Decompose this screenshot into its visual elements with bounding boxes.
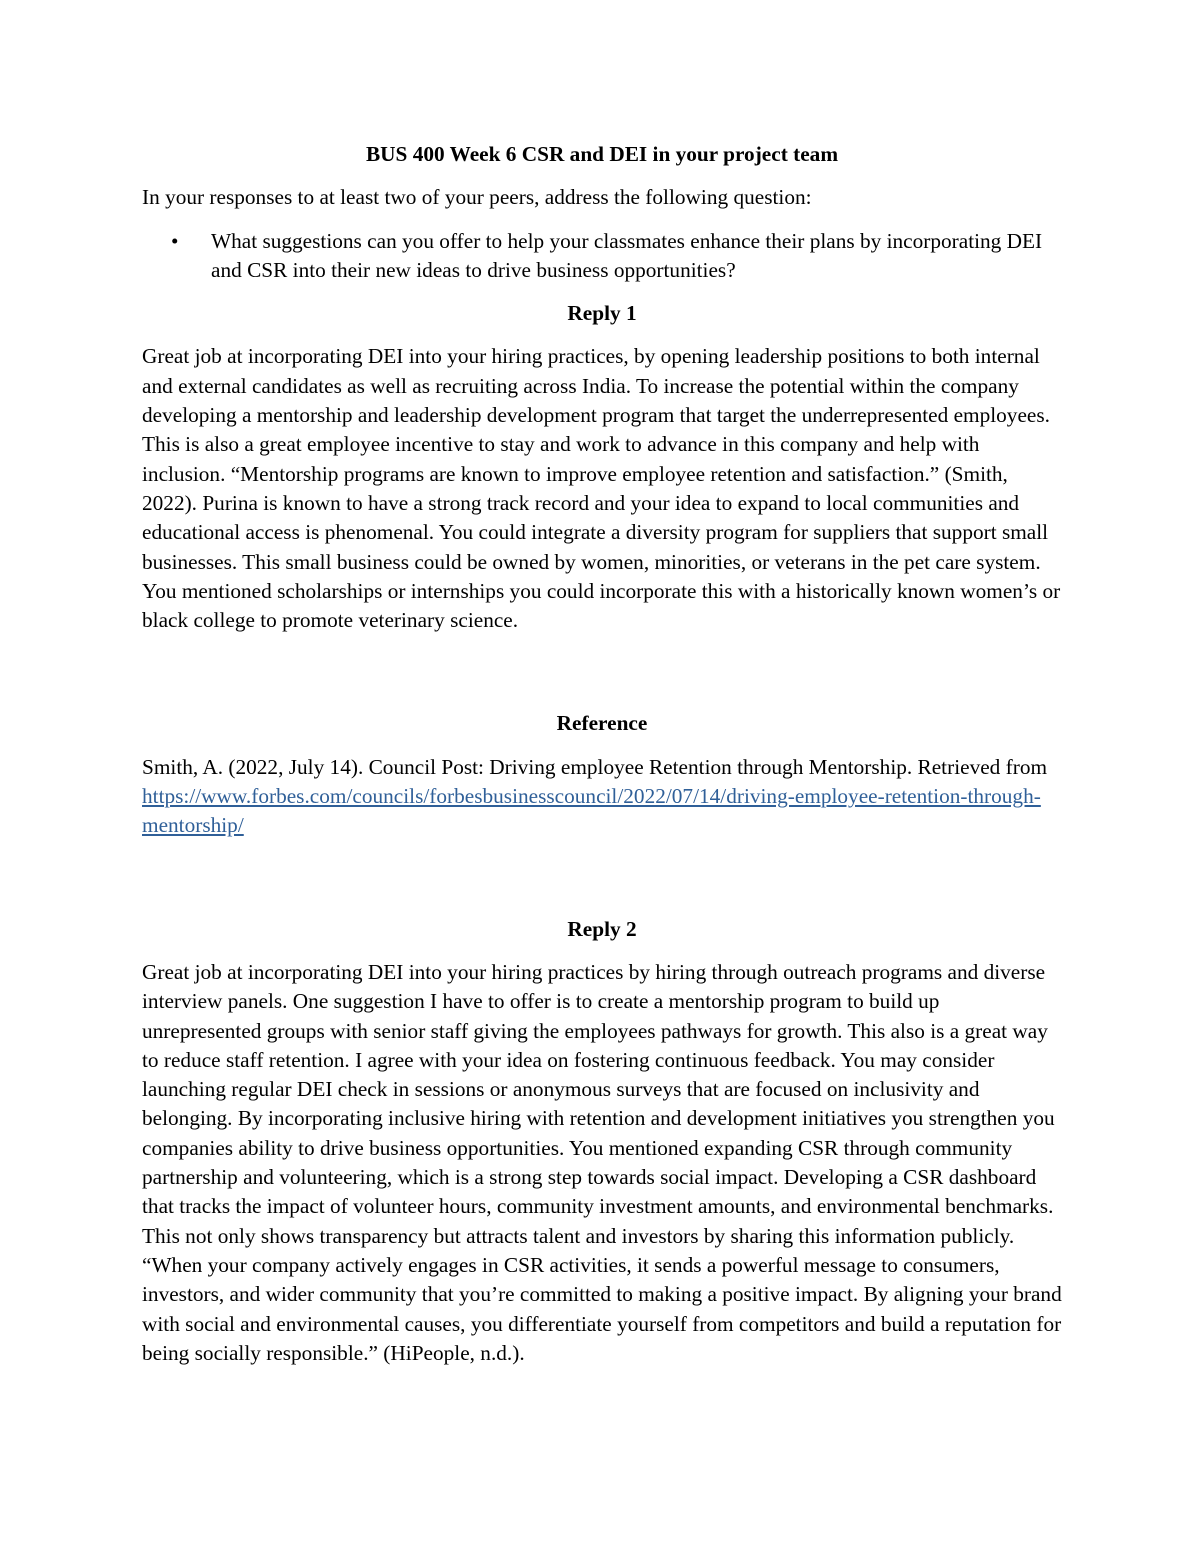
reply-2-body: Great job at incorporating DEI into your hiring practices by hiring through outreach programs and diverse interview panels. One suggestion I have to offer is to create a mentorship program to build up unrepresented groups with senior staff giving the employees pathways for growth. This also is a great way to reduce staff retention. I agree with your idea on fostering continuous feedback. You may consider launching regular DEI check in sessions or anonymous surveys that are focused on inclusivity and belonging. By incorporating inclusive hiring with retention and development initiatives you strengthen you companies ability to drive business opportunities. You mentioned expanding CSR through community partnership and volunteering, which is a strong step towards social impact. Developing a CSR dashboard that tracks the impact of volunteer hours, community investment amounts, and environmental benchmarks. This not only shows transparency but attracts talent and investors by sharing this information publicly. “When your company actively engages in CSR activities, it sends a powerful message to consumers, investors, and wider community that you’re committed to making a positive impact. By aligning your brand with social and environmental causes, you differentiate yourself from competitors and build a reputation for being socially responsible.” (HiPeople, n.d.). (142, 959, 1062, 1365)
document-title: BUS 400 Week 6 CSR and DEI in your project team (365, 142, 839, 166)
spacer (142, 635, 1062, 709)
reference-heading: Reference (556, 711, 648, 736)
spacer (142, 841, 1062, 915)
bullet-icon: • (171, 228, 179, 253)
document-page (142, 140, 1062, 1368)
reply-1-heading: Reply 1 (567, 301, 637, 326)
reference-citation (142, 753, 1062, 841)
question-text: What suggestions can you offer to help your classmates enhance their plans by incorporating DEI and CSR into their new ideas to drive business opportunities? (211, 228, 1043, 282)
reply-1-body: Great job at incorporating DEI into your hiring practices, by opening leadership positions to both internal and external candidates as well as recruiting across India. To increase the potential within the company developing a mentorship and leadership development program that target the underrepresented employees. This is also a great employee incentive to stay and work to advance in this company and help with inclusion. “Mentorship programs are known to improve employee retention and satisfaction.” (Smith, 2022). Purina is known to have a strong track record and your idea to expand to local communities and educational access is phenomenal. You could integrate a diversity program for suppliers that support small businesses. This small business could be owned by women, minorities, or veterans in the pet care system. You mentioned scholarships or internships you could incorporate this with a historically known women’s or black college to promote veterinary science. (142, 344, 1061, 633)
reply-2-heading: Reply 2 (567, 916, 637, 941)
question-item (142, 227, 1062, 286)
reference-link[interactable]: https://www.forbes.com/councils/forbesbusinesscouncil/2022/07/14/driving-employee-retention-through-mentorship/ (142, 784, 1041, 838)
question-list (142, 227, 1062, 286)
reference-citation-text: Smith, A. (2022, July 14). Council Post: Driving employee Retention through Mentorship. Retrieved from (142, 754, 1048, 779)
intro-text: In your responses to at least two of your peers, address the following question: (142, 185, 812, 210)
